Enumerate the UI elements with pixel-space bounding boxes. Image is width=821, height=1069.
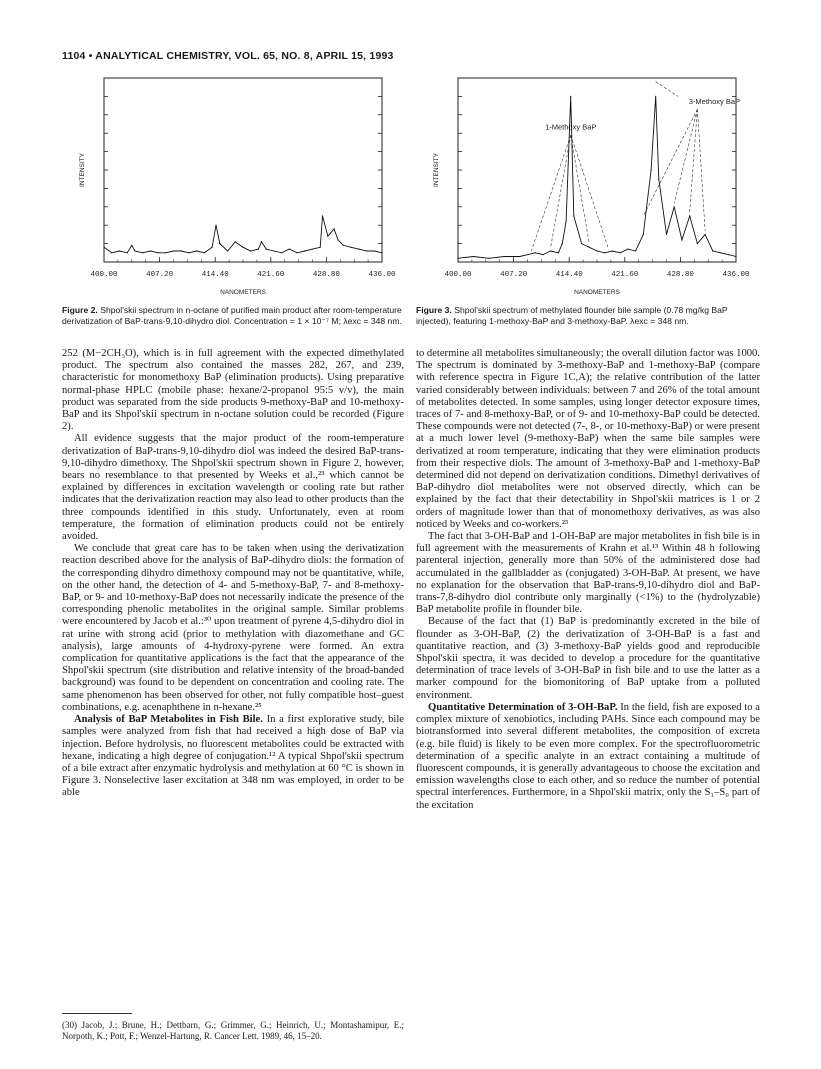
fig3-data-point [612, 250, 613, 251]
fig3-x-tick-label: 414.40 [555, 271, 583, 279]
fig3-data-point [674, 206, 675, 207]
fig3-data-point [735, 256, 736, 257]
fig3-data-point [728, 254, 729, 255]
fig2-data-point [158, 252, 159, 253]
fig2-data-point [334, 228, 335, 229]
fig3-data-point [488, 258, 489, 259]
fig2-data-point [327, 236, 328, 237]
fig2-x-tick-label: 421.60 [257, 271, 285, 279]
fig3-data-point [581, 243, 582, 244]
fig2-data-point [374, 250, 375, 251]
figure-2 [62, 66, 412, 306]
fig3-data-point [643, 234, 644, 235]
fig2-data-point [119, 250, 120, 251]
figure-3-caption-text: Shpol'skii spectrum of methylated flounder bile sample (0.78 mg/kg BaP injected), featuring 1-methoxy-BaP and 3-methoxy-BaP. λexc = 348 nm. [416, 305, 728, 326]
fig2-data-point [337, 239, 338, 240]
fig2-data-point [150, 250, 151, 251]
fig2-data-point [227, 250, 228, 251]
fig2-data-point [142, 252, 143, 253]
fig2-x-tick-label: 400.00 [90, 271, 118, 279]
fig2-data-point [322, 215, 323, 216]
fig3-y-axis-label: INTENSITY [433, 153, 440, 187]
fig3-data-point [596, 250, 597, 251]
fig2-data-point [235, 241, 236, 242]
right-paragraph-2: The fact that 3-OH-BaP and 1-OH-BaP are major metabolites in fish bile is in full agreement with the measurements of Krahn et al.¹³ Within 48 h following parenteral injection, generally more than 50% of the administered dose had accumulated in the gallbladder as (conjugated) 3-OH-BaP. At present, we have no explanation for the observation that BaP-trans-9,10-dihydro diol and BaP-trans-7,8-dihydro diol contribute only marginally (<1%) to the (hydrolyzable) BaP metabolite profile in flounder bile. [416, 531, 760, 616]
fig2-data-point [165, 252, 166, 253]
fig3-data-point [566, 221, 567, 222]
section-heading-bap-metabolites: Analysis of BaP Metabolites in Fish Bile. [74, 714, 263, 726]
fig2-data-point [131, 245, 132, 246]
fig2-data-point [281, 252, 282, 253]
fig2-x-tick-label: 407.20 [146, 271, 174, 279]
fig3-data-point [635, 250, 636, 251]
fig2-data-point [304, 250, 305, 251]
left-column [62, 348, 404, 800]
fig3-x-tick-label: 421.60 [611, 271, 639, 279]
fig3-data-point [658, 179, 659, 180]
fig2-frame [104, 78, 382, 262]
figure-3 [416, 66, 766, 306]
figure-2-caption-label: Figure 2. [62, 305, 98, 315]
footnote-rule [62, 1013, 132, 1014]
fig2-data-point [204, 252, 205, 253]
figure-2-caption-text: Shpol'skii spectrum in n-octane of purified main product after room-temperature derivatization of BaP-trans-9,10-dihydro diol. Concentration = 1 × 10⁻⁷ M; λexc = 348 nm. [62, 305, 402, 326]
fig3-data-point [651, 169, 652, 170]
fig2-data-point [196, 250, 197, 251]
figure-3-caption-label: Figure 3. [416, 305, 452, 315]
fig2-data-point [250, 250, 251, 251]
fig3-data-point [535, 252, 536, 253]
fig3-data-point [504, 256, 505, 257]
fig2-data-point [111, 252, 112, 253]
fig3-annotation-1-leader [531, 135, 570, 251]
fig2-data-point [127, 252, 128, 253]
fig3-data-point [589, 247, 590, 248]
fig3-annotation-1-leader [551, 135, 571, 247]
figure-2-caption [62, 305, 407, 327]
fig2-data-point [289, 249, 290, 250]
fig2-data-point [173, 250, 174, 251]
fig3-annotation-1-leader [571, 135, 609, 249]
fig2-data-point [312, 249, 313, 250]
section-heading-quantitative: Quantitative Determination of 3-OH-BaP. [428, 701, 618, 713]
fig3-data-point [712, 250, 713, 251]
fig2-data-point [273, 250, 274, 251]
figure-3-caption [416, 305, 761, 327]
fig3-data-point [550, 250, 551, 251]
right-section-text: In the field, fish are exposed to a complex mixture of xenobiotics, including PAHs. Since each compound may be biotransformed into several different metabolites, the composition of excreta (e.g. bile fluid) is likely to be even more complex. For the spectrofluorometric determination of a specific analyte in an extract containing a multitude of fluorescent compounds, it is generally advantageous to choose the excitation and emission wavelengths close to each other, and so reduce the number of potential spectral interferences. Furthermore, in a Shpol'skii matrix, only the S₁–S₀ part of the excitation [416, 701, 760, 811]
fig3-data-point [542, 254, 543, 255]
fig3-annotation-3-leader [697, 109, 705, 230]
fig3-data-point [620, 252, 621, 253]
fig2-x-axis-label: NANOMETERS [220, 289, 266, 296]
right-paragraph-3: Because of the fact that (1) BaP is predominantly excreted in the bile of flounder as 3-OH-BaP, (2) the derivatization of 3-OH-BaP is a fast and quantitative reaction, and (3) 3-methoxy-BaP yields good and reproducible Shpol'skii spectra, it was decided to develop a procedure for the quantitative determination of trace levels of 3-OH-BaP in fish bile and to use the latter as a marker compound for the biomonitoring of BaP uptake from a polluted environment. [416, 616, 760, 701]
fig3-x-axis-label: NANOMETERS [574, 289, 620, 296]
fig3-data-point [457, 258, 458, 259]
right-section-paragraph [416, 702, 760, 812]
fig2-data-point [188, 252, 189, 253]
fig3-annotation-1-methoxy: 1-Methoxy BaP [545, 122, 597, 132]
right-paragraph-1: to determine all metabolites simultaneously; the overall dilution factor was 1000. The spectrum is dominated by 3-methoxy-BaP and 1-methoxy-BaP (compare with reference spectra in Figure 1C,A); the relative contribution of the latter varied considerably between individuals: between 7 and 26% of the total amount of metabolites detected. In some samples, using longer detector exposure times, traces of 7- and 8-methoxy-BaP, or of 9- and 10-methoxy-BaP could be detected. These compounds were not detected (7-, 8-, or 10-methoxy-BaP) or were present at a much lower level (9-methoxy-BaP) when the same bile samples were derivatized at room temperature, indicating that they were elimination products from their respective diols. The amount of 3-methoxy-BaP and 1-methoxy-BaP determined did not depend on derivatization conditions. Dimethyl derivatives of BaP-dihydro diol metabolites were not observed directly, which can be explained by the fact that their detectability in Shpol'skii matrices is 1 or 2 orders of magnitude lower than that of monomethoxy derivatives, as was also noticed by Weeks and co-workers.²³ [416, 348, 760, 530]
footnote-30: (30) Jacob, J.; Brune, H.; Dettbarn, G.; Grimmer, G.; Heinrich, U.; Montashamipur, E.; Norpoth, K.; Pott, F.; Wenzel-Hartung, R. Cancer Lett. 1989, 46, 15–20. [62, 1020, 404, 1041]
fig2-data-point [320, 247, 321, 248]
fig3-data-point [519, 256, 520, 257]
fig3-data-point [562, 243, 563, 244]
fig3-data-point [558, 252, 559, 253]
fig2-data-point [266, 249, 267, 250]
figure-3-plot [416, 66, 766, 306]
fig2-x-tick-label: 436.00 [368, 271, 396, 279]
fig3-data-point [655, 96, 656, 97]
fig2-data-point [261, 241, 262, 242]
fig2-y-axis-label: INTENSITY [79, 153, 86, 187]
fig2-data-point [258, 249, 259, 250]
fig2-data-point [366, 250, 367, 251]
fig3-annotation-3-leader [656, 82, 678, 97]
fig2-data-point [351, 247, 352, 248]
fig3-data-point [681, 239, 682, 240]
fig2-data-point [215, 225, 216, 226]
fig3-data-point [627, 249, 628, 250]
fig2-data-point [212, 247, 213, 248]
fig2-data-point [242, 247, 243, 248]
fig2-data-point [219, 243, 220, 244]
fig2-data-point [358, 249, 359, 250]
fig3-data-point [573, 215, 574, 216]
left-section-paragraph [62, 714, 404, 799]
fig2-x-tick-label: 428.80 [312, 271, 340, 279]
left-paragraph-2: All evidence suggests that the major product of the room-temperature derivatization of BaP-trans-9,10-dihydro diol was indeed the desired BaP-trans-9,10-dihydro dimethoxy. The Shpol'skii spectrum shown in Figure 2, however, bears no resemblance to that presented by Weeks et al.,²³ which cannot be explained by differences in excitation wavelength or cooling rate but rather indicates that the derivatization reaction may also lead to other products than the three compounds identified in this study. Unfortunately, even at room temperature, the formation of elimination products could not be entirely avoided. [62, 433, 404, 543]
fig2-x-tick-label: 414.40 [201, 271, 229, 279]
fig3-data-point [570, 96, 571, 97]
fig2-data-point [297, 252, 298, 253]
fig2-data-point [181, 250, 182, 251]
fig3-data-point [689, 215, 690, 216]
fig3-data-point [473, 256, 474, 257]
left-paragraph-3: We conclude that great care has to be taken when using the derivatization reaction described above for the analysis of BaP-dihydro diols: the formation of the corresponding dihydro dimethoxy compound may not be quantitative, while, on the other hand, the detection of 4- and 5-methoxy-BaP, 7- and 8-methoxy-BaP, or 9- and 10-methoxy-BaP does not necessarily indicate the presence of the corresponding phenolic metabolites in the original sample. Similar problems were encountered by Jacob et al.:³⁰ upon treatment of pyrene 4,5-dihydro diol in rat urine with strong acid (prior to methylation with diazomethane and GC analysis), large amounts of 4-hydroxy-pyrene were formed. An extra complication for quantitative applications is the fact that the appearance of the Shpol'skii spectrum (site distribution and relative intensity of the broad-banded background) was found to be dependent on concentration and cooling rate. The same phenomenon has been observed for other, not fully compatible host–guest combinations, e.g. acenaphthene in n-hexane.²⁵ [62, 543, 404, 713]
figure-2-plot [62, 66, 412, 306]
left-paragraph-1: 252 (M−2CH₃O), which is in full agreement with the expected dimethylated product. The spectrum also contained the masses 282, 267, and 239, characteristic for monomethoxy BaP (elimination products). Using preparative normal-phase HPLC (mobile phase: hexane/2-propanol 95:5 v/v), the main product was separated from the side products 9-methoxy-BaP and 10-methoxy-BaP and its Shpol'skii spectrum in n-octane solution could be recorded (Figure 2). [62, 348, 404, 433]
fig2-data-point [343, 245, 344, 246]
fig3-x-tick-label: 400.00 [444, 271, 472, 279]
right-column [416, 348, 760, 812]
left-section-text: In a first explorative study, bile samples were analyzed from fish that had received a high dose of BaP via injection. Before hydrolysis, no fluorescent metabolites could be extracted with hexane, indicating a high degree of conjugation.¹² A typical Shpol'skii spectrum of a bile extract after enzymatic hydrolysis and methylation at 60 °C is shown in Figure 3. Nonselective laser excitation at 348 nm was employed, in order to be able [62, 714, 404, 799]
fig3-data-point [697, 243, 698, 244]
fig3-data-point [604, 252, 605, 253]
fig3-data-point [705, 234, 706, 235]
fig2-data-point [134, 250, 135, 251]
fig3-x-tick-label: 407.20 [500, 271, 528, 279]
fig3-annotation-3-methoxy: 3-Methoxy BaP [688, 96, 741, 106]
fig3-data-point [720, 252, 721, 253]
fig3-x-tick-label: 428.80 [666, 271, 694, 279]
running-head: 1104 • ANALYTICAL CHEMISTRY, VOL. 65, NO. 8, APRIL 15, 1993 [62, 50, 394, 62]
fig2-data-point [381, 252, 382, 253]
fig3-data-point [666, 234, 667, 235]
fig2-data-point [103, 247, 104, 248]
fig3-x-tick-label: 436.00 [722, 271, 750, 279]
